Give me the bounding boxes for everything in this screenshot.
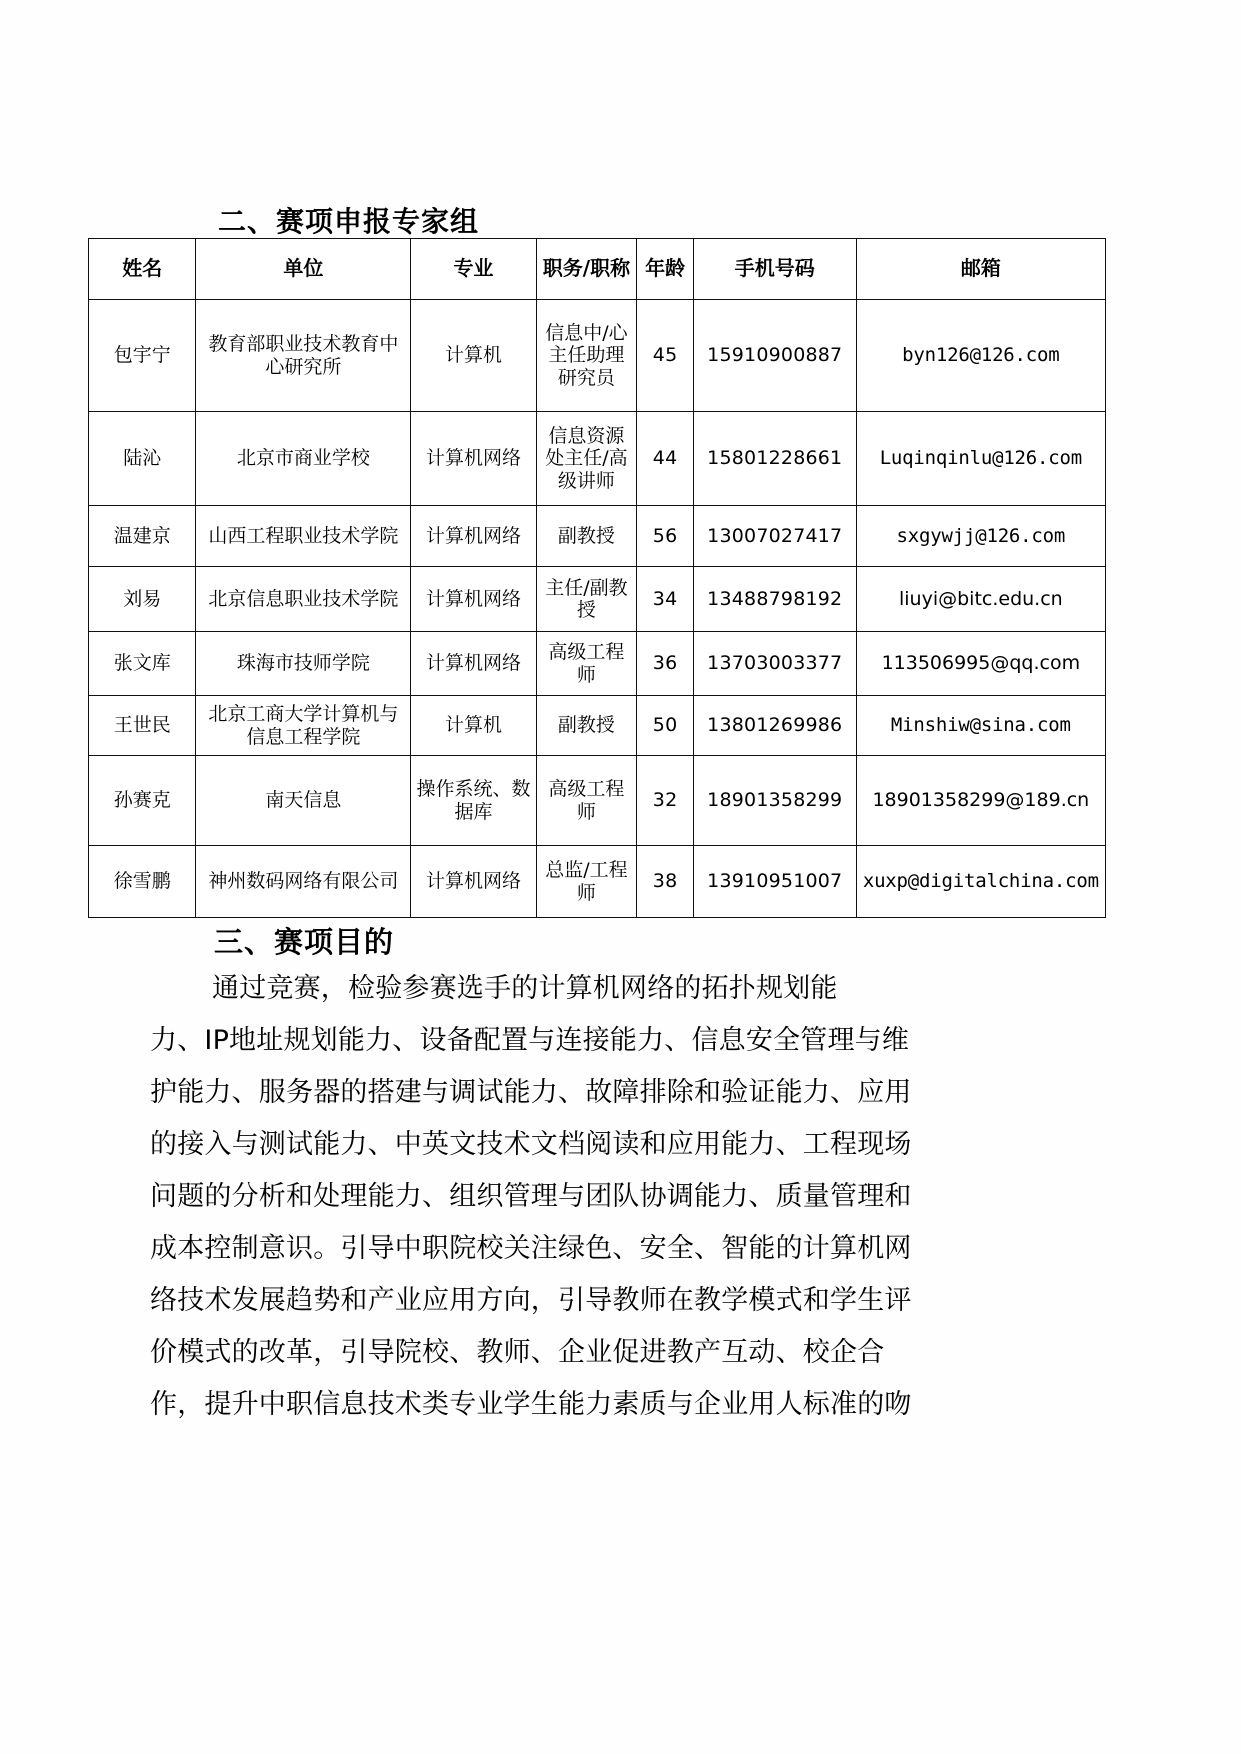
cell-title: 副教授 xyxy=(536,696,637,756)
cell-age: 32 xyxy=(637,756,694,846)
table-row xyxy=(89,300,1106,412)
cell-phone: 13007027417 xyxy=(693,506,856,567)
cell-title: 信息中/心主任助理研究员 xyxy=(536,300,637,412)
cell-email: 18901358299@189.cn xyxy=(856,756,1105,846)
expert-table xyxy=(88,238,1106,918)
cell-email: liuyi@bitc.edu.cn xyxy=(856,567,1105,632)
cell-name: 张文库 xyxy=(89,632,196,696)
table-row xyxy=(89,567,1106,632)
cell-title: 信息资源处主任/高级讲师 xyxy=(536,412,637,506)
cell-org: 山西工程职业技术学院 xyxy=(196,506,411,567)
cell-major: 计算机 xyxy=(411,696,536,756)
paragraph-line: 的接入与测试能力、中英文技术文档阅读和应用能力、工程现场 xyxy=(150,1129,912,1160)
paragraph-line: 价模式的改革，引导院校、教师、企业促进教产互动、校企合 xyxy=(150,1337,885,1368)
cell-age: 44 xyxy=(637,412,694,506)
cell-email: xuxp@digitalchina.com xyxy=(856,846,1105,918)
column-header-age: 年龄 xyxy=(637,239,694,300)
cell-email: byn126@126.com xyxy=(856,300,1105,412)
paragraph-line: 成本控制意识。引导中职院校关注绿色、安全、智能的计算机网 xyxy=(150,1233,912,1264)
cell-major: 计算机 xyxy=(411,300,536,412)
cell-phone: 13488798192 xyxy=(693,567,856,632)
cell-email: Luqinqinlu@126.com xyxy=(856,412,1105,506)
paragraph-line: 络技术发展趋势和产业应用方向，引导教师在教学模式和学生评 xyxy=(150,1285,912,1316)
table-row xyxy=(89,412,1106,506)
cell-name: 孙赛克 xyxy=(89,756,196,846)
cell-major: 计算机网络 xyxy=(411,567,536,632)
cell-major: 计算机网络 xyxy=(411,632,536,696)
cell-phone: 13910951007 xyxy=(693,846,856,918)
cell-age: 50 xyxy=(637,696,694,756)
table-row xyxy=(89,696,1106,756)
cell-phone: 18901358299 xyxy=(693,756,856,846)
cell-major: 计算机网络 xyxy=(411,506,536,567)
section-heading-purpose: 三、赛项目的 xyxy=(214,925,395,959)
cell-org: 北京工商大学计算机与信息工程学院 xyxy=(196,696,411,756)
cell-phone: 15910900887 xyxy=(693,300,856,412)
table-row xyxy=(89,756,1106,846)
column-header-name: 姓名 xyxy=(89,239,196,300)
column-header-phone: 手机号码 xyxy=(693,239,856,300)
cell-title: 高级工程师 xyxy=(536,632,637,696)
cell-org: 北京市商业学校 xyxy=(196,412,411,506)
table-row xyxy=(89,632,1106,696)
cell-age: 45 xyxy=(637,300,694,412)
cell-age: 38 xyxy=(637,846,694,918)
cell-major: 计算机网络 xyxy=(411,846,536,918)
column-header-major: 专业 xyxy=(411,239,536,300)
cell-org: 珠海市技师学院 xyxy=(196,632,411,696)
cell-email: 113506995@qq.com xyxy=(856,632,1105,696)
cell-major: 计算机网络 xyxy=(411,412,536,506)
table-row xyxy=(89,506,1106,567)
cell-name: 包宇宁 xyxy=(89,300,196,412)
column-header-email: 邮箱 xyxy=(856,239,1105,300)
cell-title: 总监/工程师 xyxy=(536,846,637,918)
cell-age: 34 xyxy=(637,567,694,632)
cell-email: Minshiw@sina.com xyxy=(856,696,1105,756)
cell-name: 陆沁 xyxy=(89,412,196,506)
column-header-title: 职务/职称 xyxy=(536,239,637,300)
paragraph-line: 作，提升中职信息技术类专业学生能力素质与企业用人标准的吻 xyxy=(150,1389,912,1420)
paragraph-line: 护能力、服务器的搭建与调试能力、故障排除和验证能力、应用 xyxy=(150,1077,912,1108)
column-header-org: 单位 xyxy=(196,239,411,300)
cell-org: 神州数码网络有限公司 xyxy=(196,846,411,918)
cell-phone: 15801228661 xyxy=(693,412,856,506)
cell-title: 主任/副教授 xyxy=(536,567,637,632)
cell-age: 56 xyxy=(637,506,694,567)
paragraph-line: 力、IP地址规划能力、设备配置与连接能力、信息安全管理与维 xyxy=(150,1025,910,1056)
paragraph-line: 通过竞赛，检验参赛选手的计算机网络的拓扑规划能 xyxy=(212,973,838,1004)
cell-age: 36 xyxy=(637,632,694,696)
purpose-paragraph xyxy=(150,975,1060,1443)
cell-email: sxgywjj@126.com xyxy=(856,506,1105,567)
section-heading-expert-group: 二、赛项申报专家组 xyxy=(218,205,480,238)
cell-name: 温建京 xyxy=(89,506,196,567)
table-row xyxy=(89,846,1106,918)
cell-org: 北京信息职业技术学院 xyxy=(196,567,411,632)
cell-name: 刘易 xyxy=(89,567,196,632)
cell-phone: 13703003377 xyxy=(693,632,856,696)
expert-table-container xyxy=(88,238,1106,918)
expert-table-body xyxy=(89,300,1106,918)
cell-title: 高级工程师 xyxy=(536,756,637,846)
cell-name: 王世民 xyxy=(89,696,196,756)
cell-org: 教育部职业技术教育中心研究所 xyxy=(196,300,411,412)
cell-phone: 13801269986 xyxy=(693,696,856,756)
cell-major: 操作系统、数据库 xyxy=(411,756,536,846)
table-header-row xyxy=(89,239,1106,300)
cell-name: 徐雪鹏 xyxy=(89,846,196,918)
cell-org: 南天信息 xyxy=(196,756,411,846)
paragraph-line: 问题的分析和处理能力、组织管理与团队协调能力、质量管理和 xyxy=(150,1181,912,1212)
cell-title: 副教授 xyxy=(536,506,637,567)
